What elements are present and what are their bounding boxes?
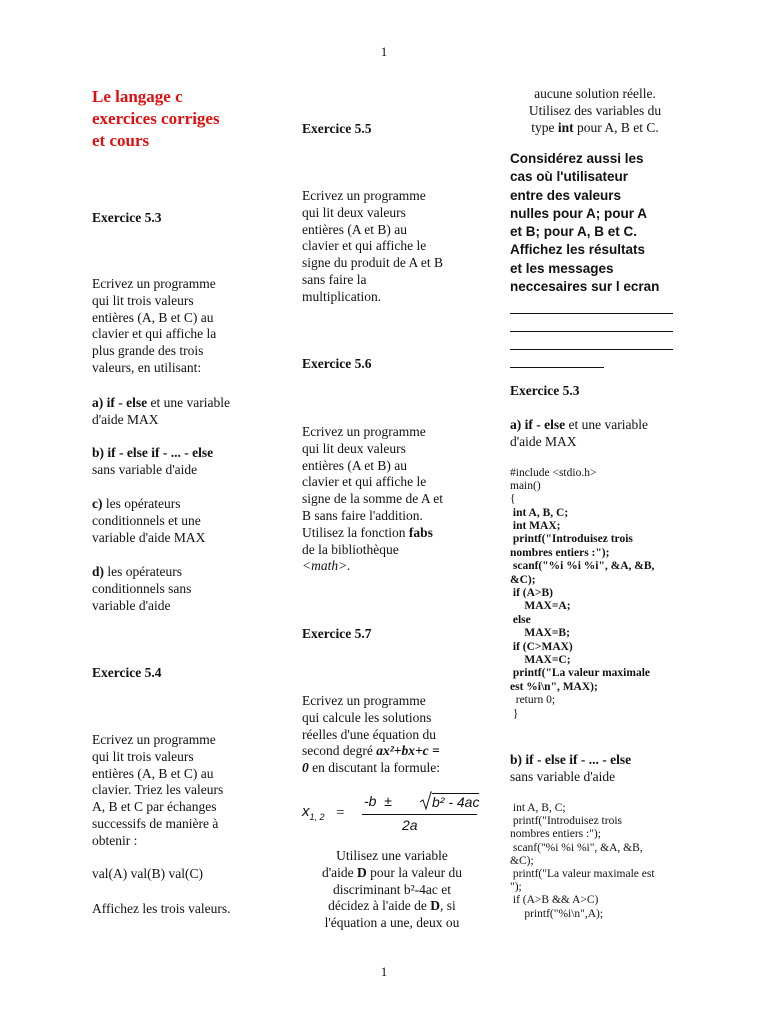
option-label: b) if - else if - ... - else — [510, 752, 632, 767]
text-line: entières (A, B et C) au — [92, 309, 214, 325]
text-line: entières (A, B et C) au — [92, 765, 214, 781]
int-keyword: int — [557, 119, 574, 135]
var-d: D — [357, 864, 367, 880]
code-line: main() — [510, 480, 541, 493]
code-line: MAX=A; — [510, 600, 571, 613]
code-line: &C); — [510, 854, 534, 867]
code-line: } — [510, 707, 519, 720]
code-line: est %i\n", MAX); — [510, 680, 598, 693]
exercise-5-5-text — [302, 188, 482, 306]
option-label: b) if - else if - ... - else — [92, 445, 214, 460]
text-line: signe du produit de A et B — [302, 255, 443, 271]
document-title — [92, 86, 267, 152]
code-line: MAX=C; — [510, 654, 571, 667]
exercise-5-3-text — [92, 276, 267, 377]
text-line: signe de la somme de A et — [302, 491, 443, 507]
text-line: discriminant b²-4ac et — [332, 881, 451, 897]
code-line: if (A>B) — [510, 587, 553, 600]
text-line: Ecrivez un programme — [92, 732, 216, 747]
code-line: if (A>B && A>C) — [510, 894, 599, 907]
option-text: sans variable d'aide — [510, 768, 616, 784]
text-line: A, B et C par échanges — [92, 799, 217, 815]
fraction-bar — [362, 814, 477, 815]
option-label: a) if - else — [92, 395, 148, 410]
code-line: int A, B, C; — [510, 506, 569, 519]
text-line: Utilisez une variable — [336, 848, 448, 863]
continued-text — [510, 86, 680, 136]
code-line: printf("%i\n",A); — [510, 907, 604, 920]
separator-line — [510, 367, 604, 368]
solution-b-title — [510, 752, 631, 786]
text-line: qui lit trois valeurs — [92, 292, 194, 308]
text-line: successifs de manière à — [92, 815, 219, 831]
option-text: et une variable — [565, 417, 648, 432]
equation: ax²+bx+c = — [376, 743, 440, 759]
exercise-5-7-heading: Exercice 5.7 — [302, 626, 372, 641]
text-line: clavier. Triez les valeurs — [92, 782, 224, 798]
val-line: val(A) val(B) val(C) — [92, 866, 203, 881]
exercise-5-6-heading: Exercice 5.6 — [302, 356, 372, 371]
text-span: type — [531, 119, 558, 135]
text-line: clavier et qui affiche le — [302, 238, 427, 254]
code-line: return 0; — [510, 694, 556, 707]
text-line: neccesaires sur l ecran — [510, 279, 660, 295]
text-line: clavier et qui affiche le — [302, 474, 427, 490]
text-span: second degré — [302, 743, 377, 759]
exercise-5-3-heading: Exercice 5.3 — [92, 210, 162, 225]
code-line: MAX=B; — [510, 627, 570, 640]
text-line: Ecrivez un programme — [92, 276, 216, 291]
exercise-5-7-text — [302, 693, 487, 777]
text-line: de la bibliothèque — [302, 541, 399, 557]
text-line: qui lit deux valeurs — [302, 440, 406, 456]
exercise-5-7-instructions — [302, 848, 482, 932]
text-line: cas où l'utilisateur — [510, 169, 628, 185]
text-line: obtenir : — [92, 832, 138, 848]
quadratic-formula — [302, 789, 482, 837]
text-line: plus grande des trois — [92, 343, 204, 359]
formula-numerator-b: -b ± — [364, 793, 392, 809]
sqrt-icon — [420, 791, 432, 811]
exercise-5-3-solution-heading: Exercice 5.3 — [510, 383, 580, 398]
math-library: <math>. — [302, 558, 351, 574]
code-block-a — [510, 467, 685, 721]
solution-a-title — [510, 417, 648, 451]
option-text: sans variable d'aide — [92, 461, 198, 477]
option-text: d'aide MAX — [92, 411, 159, 427]
text-span: , si — [440, 898, 456, 914]
code-line: if (C>MAX) — [510, 640, 573, 653]
title-line: exercices corriges — [92, 109, 220, 128]
option-text: variable d'aide — [92, 597, 171, 613]
separator-line — [510, 313, 673, 314]
page-number-bottom: 1 — [380, 964, 388, 979]
code-line: printf("Introduisez trois — [510, 815, 623, 828]
code-line: int A, B, C; — [510, 802, 566, 814]
text-line: entre des valeurs — [510, 187, 622, 203]
text-line: l'équation a une, deux ou — [324, 915, 460, 931]
text-span: en discutant la formule: — [308, 760, 440, 776]
text-line: Ecrivez un programme — [302, 693, 426, 708]
code-line: int MAX; — [510, 520, 561, 533]
option-text: les opérateurs — [104, 564, 182, 579]
text-line: multiplication. — [302, 288, 382, 304]
text-line: qui calcule les solutions — [302, 709, 432, 725]
text-line: B sans faire l'addition. — [302, 507, 423, 523]
text-span: d'aide — [321, 864, 358, 880]
equation-zero: 0 — [302, 760, 309, 776]
option-label: d) — [92, 564, 105, 579]
exercise-5-4-heading: Exercice 5.4 — [92, 665, 162, 680]
option-b — [92, 445, 213, 479]
text-line: qui lit deux valeurs — [302, 204, 406, 220]
text-line: entières (A et B) au — [302, 457, 407, 473]
text-span: Utilisez la fonction — [302, 524, 409, 540]
option-label: c) — [92, 496, 103, 511]
code-line: nombres entiers :"); — [510, 828, 601, 841]
option-text: variable d'aide MAX — [92, 529, 206, 545]
code-line: #include <stdio.h> — [510, 467, 597, 479]
option-text: les opérateurs — [102, 496, 181, 511]
text-line: qui lit trois valeurs — [92, 748, 194, 764]
code-line: { — [510, 493, 516, 506]
text-line: nulles pour A; pour A — [510, 205, 647, 221]
formula-equals: = — [336, 805, 345, 821]
option-d — [92, 564, 191, 614]
option-text: et une variable — [147, 395, 230, 410]
formula-x: x — [302, 803, 310, 820]
text-span: pour la valeur du — [366, 864, 462, 880]
text-line: aucune solution réelle. — [534, 86, 656, 101]
page-number-top: 1 — [380, 44, 388, 59]
column-1 — [92, 86, 267, 916]
text-span: pour A, B et C. — [573, 119, 659, 135]
title-line: Le langage c — [92, 87, 183, 106]
text-line: Considérez aussi les — [510, 151, 644, 166]
formula-denominator: 2a — [402, 817, 418, 833]
text-line: Utilisez des variables du — [528, 102, 662, 118]
text-line: Ecrivez un programme — [302, 188, 426, 203]
code-line: scanf("%i %i %i", &A, &B, — [510, 560, 655, 573]
var-d: D — [430, 898, 441, 914]
text-line: et les messages — [510, 260, 614, 276]
option-text: d'aide MAX — [510, 433, 577, 449]
text-line: clavier et qui affiche la — [92, 326, 217, 342]
code-block-b — [510, 802, 685, 921]
exercise-5-4-text — [92, 732, 267, 850]
exercise-5-5-heading: Exercice 5.5 — [302, 121, 372, 136]
option-c — [92, 496, 205, 546]
affichez-line: Affichez les trois valeurs. — [92, 901, 231, 916]
option-text: conditionnels sans — [92, 580, 192, 596]
text-line: entières (A et B) au — [302, 221, 407, 237]
code-line: nombres entiers :"); — [510, 546, 610, 559]
title-line: et cours — [92, 131, 150, 150]
exercise-5-6-text — [302, 424, 482, 575]
code-line: printf("Introduisez trois — [510, 533, 633, 546]
code-line: &C); — [510, 573, 536, 586]
separator-line — [510, 349, 673, 350]
code-line: scanf("%i %i %i", &A, &B, — [510, 841, 643, 854]
text-line: et B; pour A, B et C. — [510, 224, 637, 240]
option-a — [92, 395, 230, 429]
code-line: printf("La valeur maximale est — [510, 868, 655, 881]
formula-subscript: 1, 2 — [309, 812, 325, 822]
formula-sqrt-content: b² - 4ac — [432, 794, 480, 810]
text-line: sans faire la — [302, 271, 367, 287]
consider-note — [510, 150, 680, 296]
text-line: Ecrivez un programme — [302, 424, 426, 439]
option-label: a) if - else — [510, 417, 566, 432]
code-line: "); — [510, 881, 522, 894]
text-line: réelles d'une équation du — [302, 726, 437, 742]
option-text: conditionnels et une — [92, 512, 201, 528]
text-line: Affichez les résultats — [510, 242, 646, 258]
text-span: décidez à l'aide de — [328, 898, 431, 914]
separator-line — [510, 331, 673, 332]
fabs-keyword: fabs — [408, 524, 433, 540]
code-line: else — [510, 613, 531, 626]
code-line: printf("La valeur maximale — [510, 667, 651, 680]
text-line: valeurs, en utilisant: — [92, 359, 202, 375]
